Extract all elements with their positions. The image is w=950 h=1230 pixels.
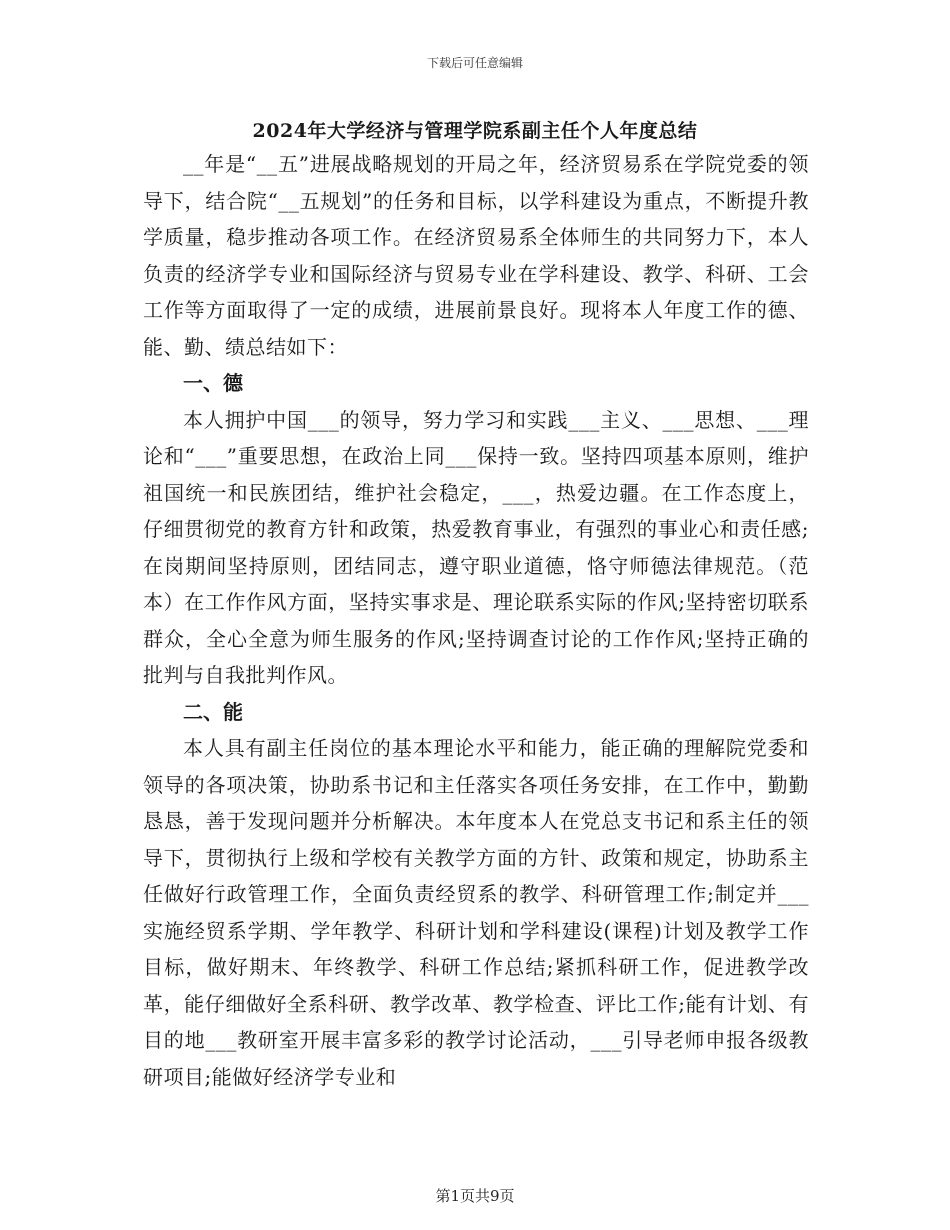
section-paragraph-ability: 本人具有副主任岗位的基本理论水平和能力，能正确的理解院党委和领导的各项决策，协助系书记和主任落实各项任务安排，在工作中，勤勤恳恳，善于发现问题并分析解决。本年度本人在党总支书记和系主任的领导下，贯彻执行上级和学校有关教学方面的方针、政策和规定，协助系主任做好行政管理工作，全面负责经贸系的教学、科研管理工作;制定并___实施经贸系学期、学年教学、科研计划和学科建设(课程)计划及教学工作目标，做好期末、年终教学、科研工作总结;紧抓科研工作，促进教学改革，能仔细做好全系科研、教学改革、教学检查、评比工作;能有计划、有目的地___教研室开展丰富多彩的教学讨论活动，___引导老师申报各级教研项目;能做好经济学专业和 (143, 736, 809, 1089)
document-title: 2024年大学经济与管理学院系副主任个人年度总结 (252, 120, 698, 142)
page-footer: 第1页共9页 (435, 1187, 515, 1205)
section-paragraph-morality: 本人拥护中国___的领导，努力学习和实践___主义、___思想、___理论和“___”重要思想，在政治上同___保持一致。坚持四项基本原则，维护祖国统一和民族团结，维护社会稳定，___，热爱边疆。在工作态度上，仔细贯彻党的教育方针和政策，热爱教育事业，有强烈的事业心和责任感;在岗期间坚持原则，团结同志，遵守职业道德，恪守师德法律规范。（范本）在工作作风方面，坚持实事求是、理论联系实际的作风;坚持密切联系群众，全心全意为师生服务的作风;坚持调查讨论的工作作风;坚持正确的批判与自我批判作风。 (143, 407, 809, 687)
header-note: 下载后可任意编辑 (426, 56, 523, 70)
section-heading-ability: 二、能 (183, 699, 243, 724)
section-heading-morality: 一、德 (183, 371, 243, 395)
document-body (143, 146, 809, 1095)
intro-paragraph: __年是“__五”进展战略规划的开局之年，经济贸易系在学院党委的领导下，结合院“__五规划”的任务和目标，以学科建设为重点，不断提升教学质量，稳步推动各项工作。在经济贸易系全体师生的共同努力下，本人负责的经济学专业和国际经济与贸易专业在学科建设、教学、科研、工会工作等方面取得了一定的成绩，进展前景良好。现将本人年度工作的德、能、勤、绩总结如下： (143, 152, 809, 359)
